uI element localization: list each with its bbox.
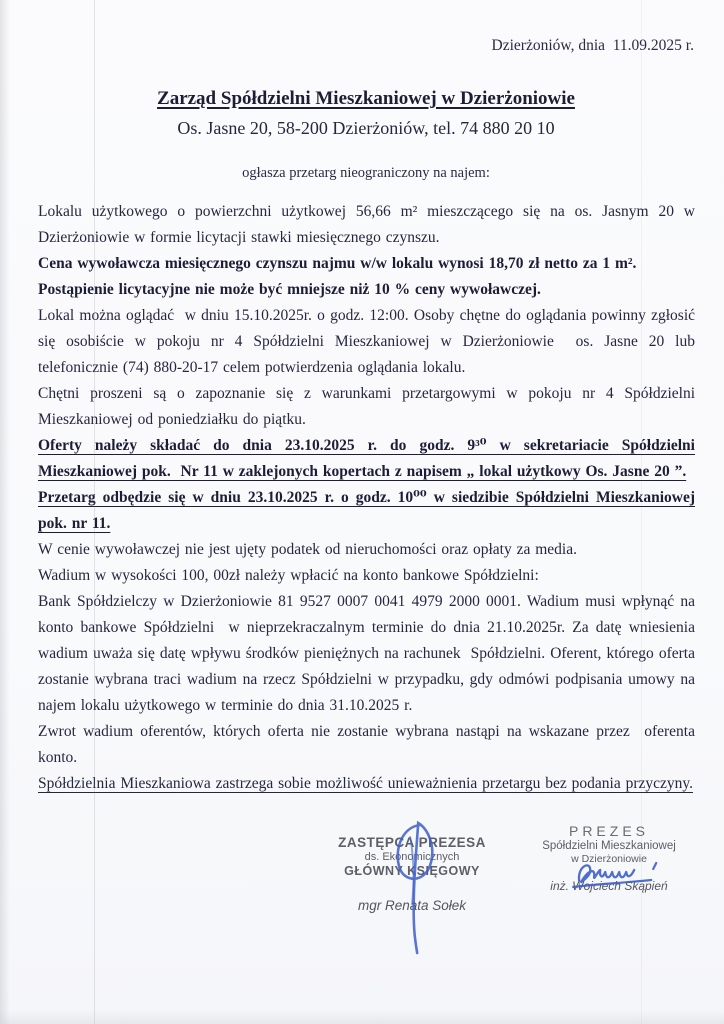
para-terms: Chętni proszeni są o zapoznanie się z warunkami przetargowymi w pokoju nr 4 Spółdzielni Mieszkaniowej od poniedziałku do piątku. bbox=[38, 385, 695, 428]
signature-block bbox=[38, 823, 698, 913]
scan-bottom-shade bbox=[0, 1010, 724, 1024]
scan-artifact-line bbox=[94, 0, 95, 1024]
stamp-name: inż. Wojciech Skąpień bbox=[550, 879, 668, 893]
announcement-line: ogłasza przetarg nieograniczony na najem: bbox=[242, 165, 490, 181]
para-viewing: Lokal można oglądać w dniu 15.10.2025r. o godz. 12:00. Osoby chętne do oglądania powinny zgłosić się osobiście w pokoju nr 4 Spółdzielni Mieszkaniowej w Dzierżoniowie os. Jasne 20 lub telefonicznie (74) 880-20-17 celem potwierdzenia oglądania lokalu. bbox=[38, 307, 695, 376]
stamp-location: w Dzierżoniowie bbox=[571, 853, 647, 865]
handwritten-signature-left bbox=[374, 807, 464, 957]
para-starting-price: Cena wywoławcza miesięcznego czynszu najmu w/w lokalu wynosi 18,70 zł netto za 1 m². bbox=[38, 255, 637, 272]
stamp-deputy-president bbox=[318, 823, 506, 913]
para-price-excludes: W cenie wywoławczej nie jest ujęty podatek od nieruchomości oraz opłaty za media. bbox=[38, 541, 577, 558]
para-auction-date: Przetarg odbędzie się w dniu 23.10.2025 r. o godz. 10⁰⁰ w siedzibie Spółdzielni Mieszkaniowej pok. nr 11. bbox=[38, 489, 695, 532]
para-deposit-return: Zwrot wadium oferentów, których oferta nie zostanie wybrana nastąpi na wskazane przez oferenta konto. bbox=[38, 723, 695, 766]
document-title: Zarząd Spółdzielni Mieszkaniowej w Dzierżoniowie bbox=[157, 88, 575, 109]
stamp-president bbox=[520, 823, 698, 893]
stamp-name: mgr Renata Sołek bbox=[357, 898, 467, 913]
stamp-subtitle: ds. Ekonomicznych bbox=[364, 851, 460, 863]
date-line: Dzierżoniów, dnia 11.09.2025 r. bbox=[491, 37, 694, 54]
stamp-role: GŁÓWNY KSIĘGOWY bbox=[344, 864, 480, 878]
stamp-title: ZASTĘPCA PREZESA bbox=[338, 835, 486, 850]
address-line: Os. Jasne 20, 58-200 Dzierżoniów, tel. 74 880 20 10 bbox=[177, 118, 555, 138]
para-bid-increment: Postąpienie licytacyjne nie może być mniejsze niż 10 % ceny wywoławczej. bbox=[38, 281, 541, 298]
document-body bbox=[38, 199, 695, 797]
stamp-title: PREZES bbox=[568, 823, 649, 839]
para-cancellation-right: Spółdzielnia Mieszkaniowa zastrzega sobie możliwość unieważnienia przetargu bez podania przyczyny. bbox=[38, 775, 694, 792]
para-premises: Lokalu użytkowego o powierzchni użytkowej 56,66 m² mieszczącego się na os. Jasnym 20 w Dzierżoniowie w formie licytacji stawki miesięcznego czynszu. bbox=[38, 203, 695, 246]
stamp-subtitle: Spółdzielni Mieszkaniowej bbox=[542, 840, 676, 852]
para-offers-deadline: Oferty należy składać do dnia 23.10.2025 r. do godz. 9³⁰ w sekretariacie Spółdzielni Mieszkaniowej pok. Nr 11 w zaklejonych kopertach z napisem „ lokal użytkowy Os. Jasne 20 ”. bbox=[38, 437, 695, 480]
para-bank-account: Bank Spółdzielczy w Dzierżoniowie 81 9527 0007 0041 4979 2000 0001. Wadium musi wpłynąć na konto bankowe Spółdzielni w nieprzekraczalnym terminie do dnia 21.10.2025r. Za datę wniesienia wadium uważa się datę wpływu środków pieniężnych na rachunek Spółdzielni. Oferent, którego oferta zostanie wybrana traci wadium na rzecz Spółdzielni w przypadku, gdy odmówi podpisania umowy na najem lokalu użytkowego w terminie do dnia 31.10.2025 r. bbox=[38, 593, 695, 714]
scan-edge-shade bbox=[0, 0, 10, 1024]
para-deposit: Wadium w wysokości 100, 00zł należy wpłacić na konto bankowe Spółdzielni: bbox=[38, 567, 539, 584]
